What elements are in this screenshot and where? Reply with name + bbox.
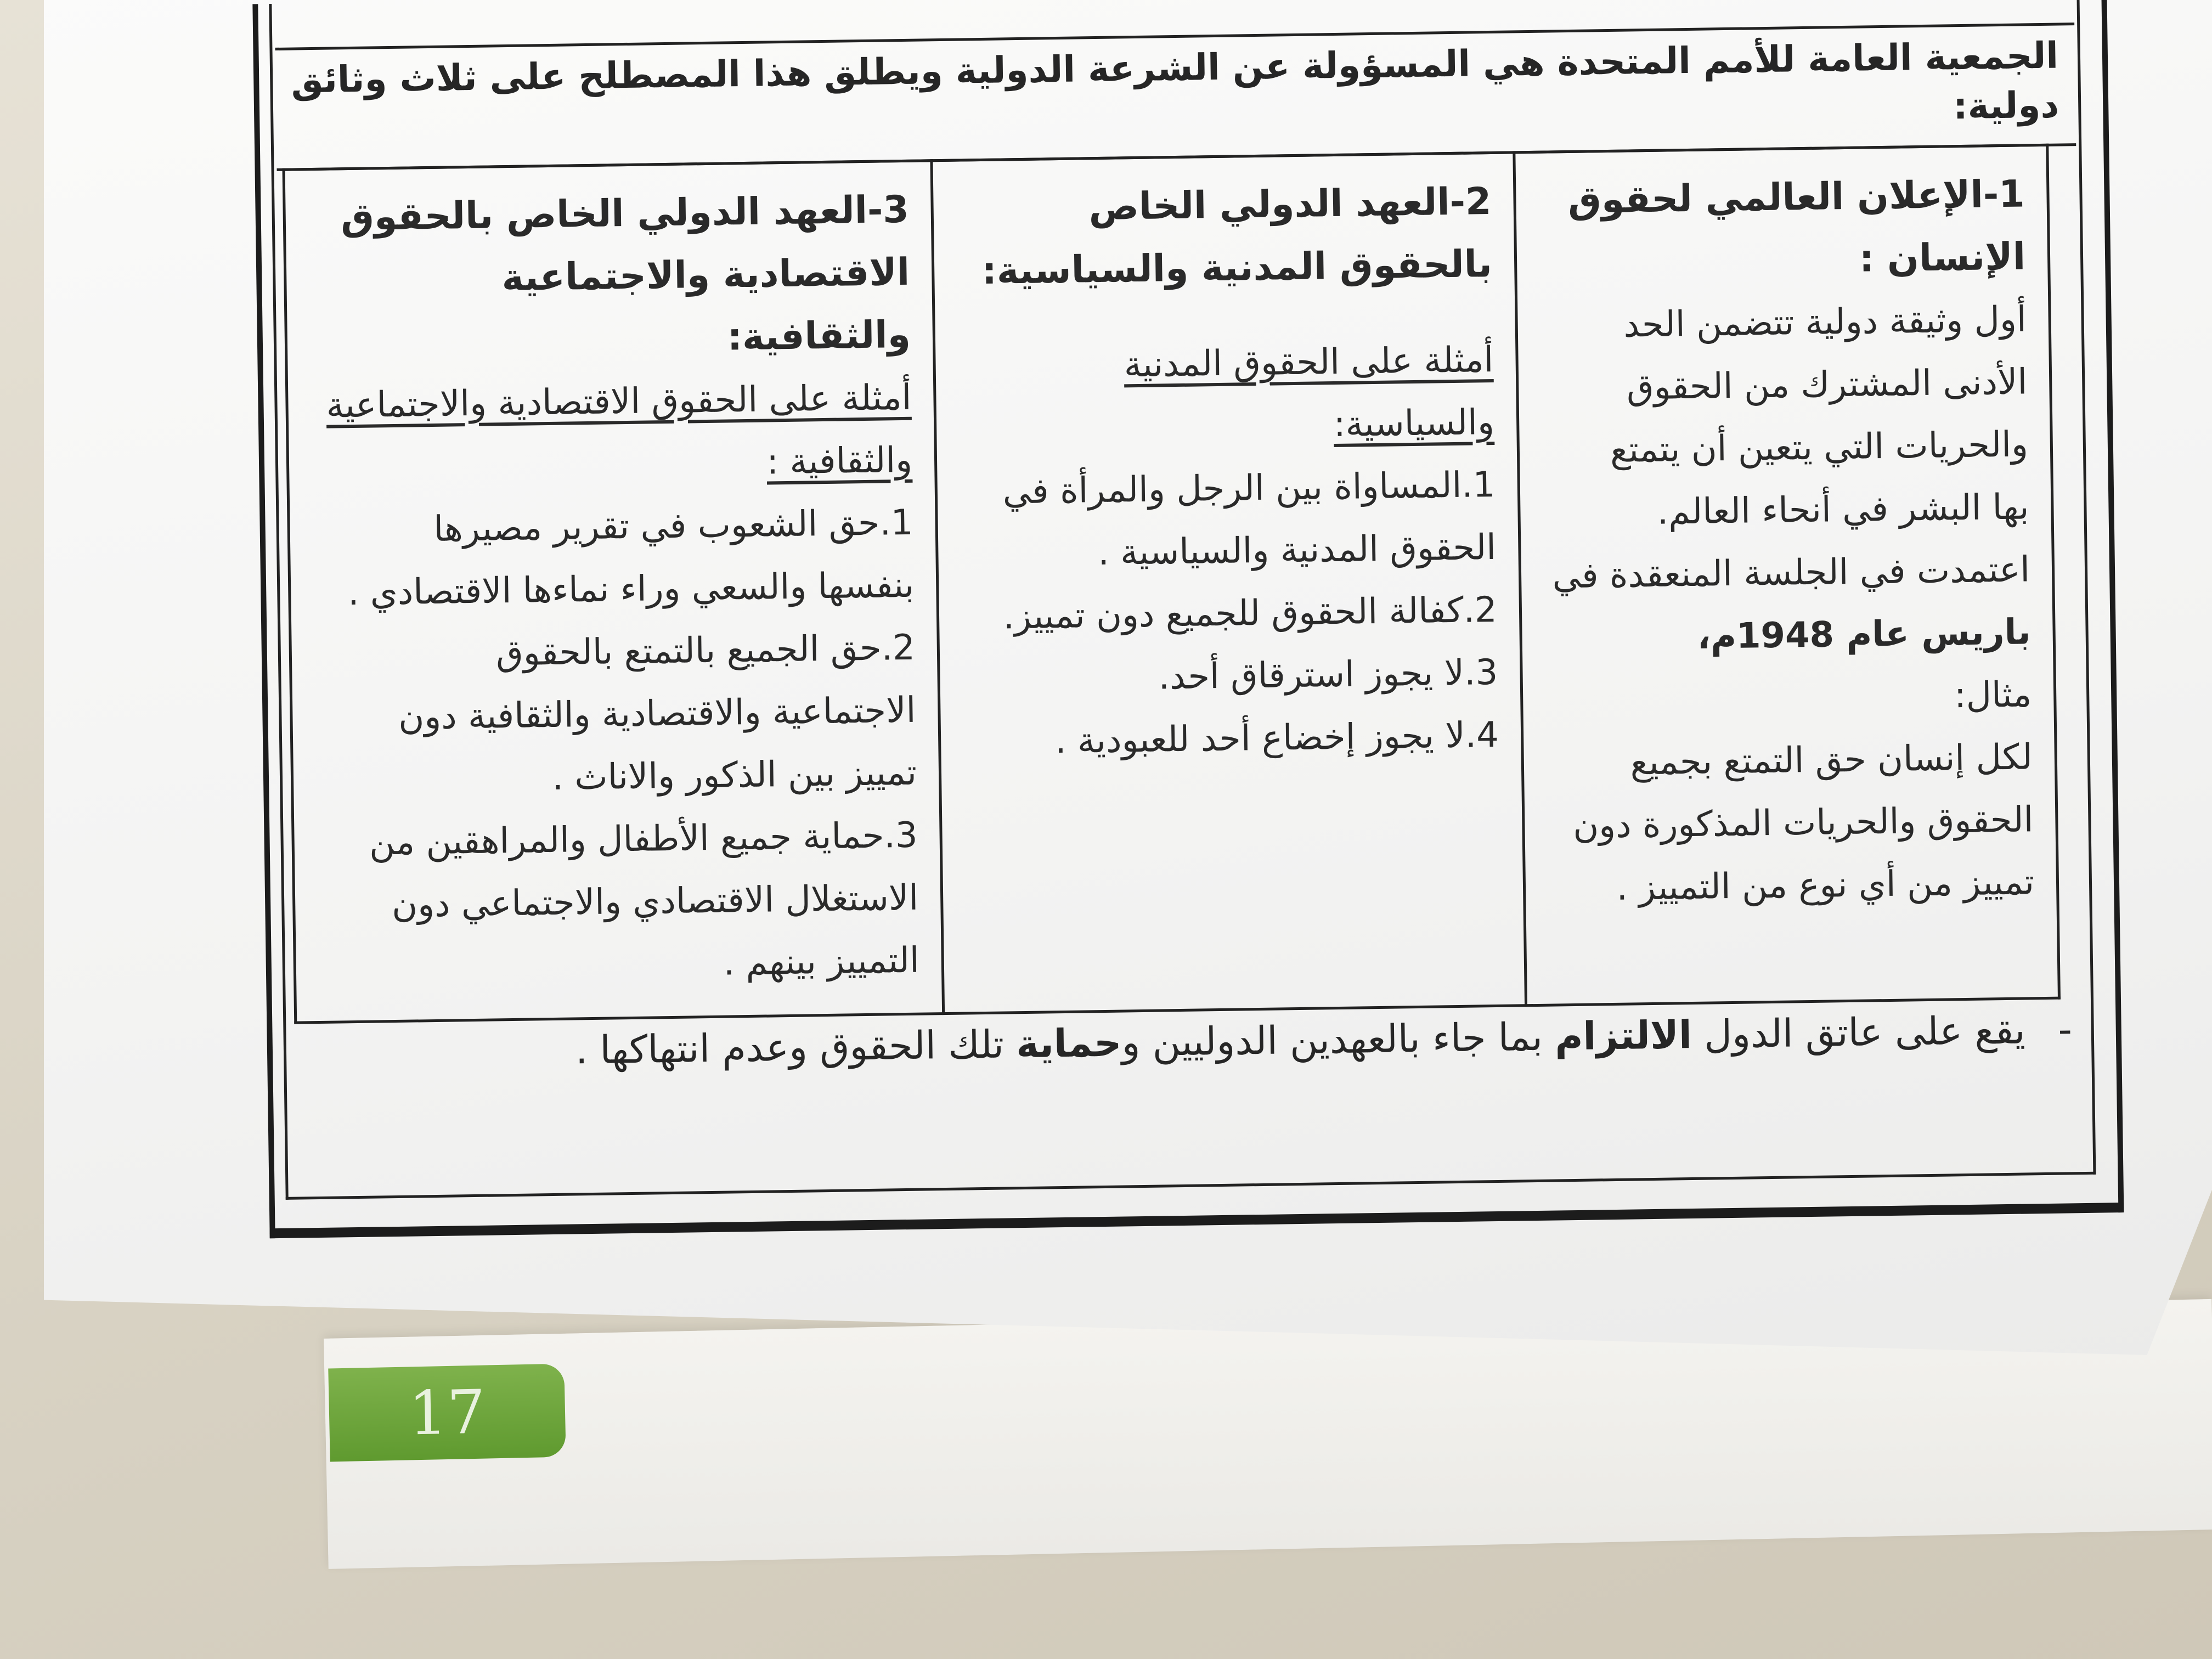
- note-text: يقع على عاتق الدول: [1691, 1007, 2026, 1058]
- page-number-tab: 17: [328, 1364, 566, 1462]
- note-text: تلك الحقوق وعدم انتهاكها .: [575, 1022, 1017, 1073]
- list-item: الأدنى المشترك من الحقوق: [1626, 362, 2028, 408]
- list-item: 2.كفالة الحقوق للجميع دون تمييز.: [1003, 589, 1498, 637]
- list-item: الاجتماعية والاقتصادية والثقافية دون: [398, 690, 916, 738]
- table-row: [284, 145, 2059, 1023]
- list-item: 3.لا يجوز استرقاق أحد.: [1158, 652, 1498, 698]
- list-item: التمييز بينهم .: [723, 940, 920, 984]
- documents-table: [283, 144, 2061, 1024]
- list-item: تمييز بين الذكور والاناث .: [552, 752, 917, 798]
- list-item: 1.المساواة بين الرجل والمرأة في: [1002, 464, 1496, 512]
- list-item: الحقوق والحريات المذكورة دون: [1572, 799, 2034, 847]
- note-text: بما جاء بالعهدين الدوليين و: [1121, 1014, 1555, 1065]
- list-item: والحريات التي يتعين أن يتمتع: [1610, 424, 2029, 471]
- list-item: الاستغلال الاقتصادي والاجتماعي دون: [391, 877, 919, 926]
- bullet-dash: -: [2057, 1007, 2073, 1052]
- list-item: 3.حماية جميع الأطفال والمراهقين من: [369, 815, 918, 864]
- list-item: 4.لا يجوز إخضاع أحد للعبودية .: [1054, 714, 1499, 762]
- list-item: لكل إنسان حق التمتع بجميع: [1630, 737, 2033, 783]
- column-subtitle: أمثلة على الحقوق المدنية والسياسية:: [1124, 339, 1495, 445]
- civil-political-column: [932, 153, 1526, 1014]
- list-item: باريس عام 1948م،: [1697, 612, 2032, 657]
- column-title: 3-العهد الدولي الخاص بالحقوق الاقتصادية والاجتماعية والثقافية:: [340, 188, 911, 359]
- column-title: 1-الإعلان العالمي لحقوق الإنسان :: [1567, 172, 2026, 281]
- list-item: 2.حق الجميع بالتمتع بالحقوق: [495, 627, 916, 674]
- list-item: بنفسها والسعي وراء نماءها الاقتصادي .: [347, 565, 915, 614]
- list-item: 1.حق الشعوب في تقرير مصيرها: [433, 502, 914, 550]
- list-item: مثال:: [1954, 674, 2032, 716]
- document-sheet: [252, 0, 2135, 1244]
- intro-paragraph: الجمعية العامة للأمم المتحدة هي المسؤولة عن الشرعة الدولية ويطلق هذا المصطلح على ثلاث وثائق دولية:: [291, 34, 2059, 128]
- list-item: تمييز من أي نوع من التمييز .: [1616, 862, 2035, 909]
- note-emphasis: حماية: [1015, 1020, 1122, 1067]
- list-item: اعتمدت في الجلسة المنعقدة في: [1552, 549, 2030, 597]
- economic-social-column: [284, 161, 944, 1023]
- column-subtitle: أمثلة على الحقوق الاقتصادية والاجتماعية والثقافية :: [326, 377, 913, 483]
- list-item: الحقوق المدنية والسياسية .: [1097, 527, 1497, 574]
- note-emphasis: الالتزام: [1554, 1012, 1692, 1059]
- column-title: 2-العهد الدولي الخاص بالحقوق المدنية والسياسية:: [981, 179, 1493, 293]
- udhr-column: [1514, 145, 2059, 1005]
- list-item: أول وثيقة دولية تتضمن الحد: [1623, 299, 2027, 346]
- list-item: بها البشر في أنحاء العالم.: [1657, 487, 2029, 533]
